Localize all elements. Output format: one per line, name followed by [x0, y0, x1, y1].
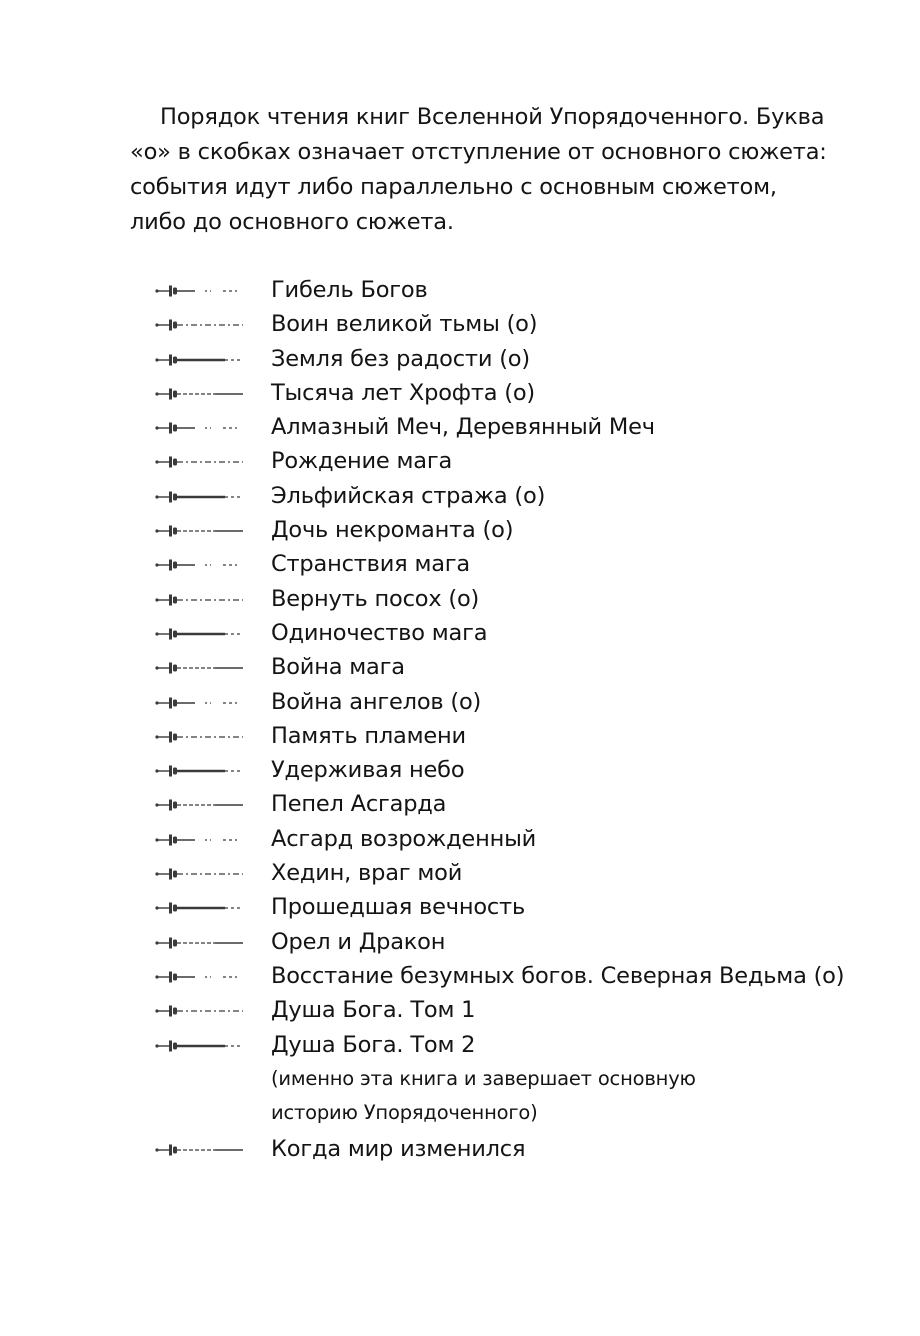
intro-text: Порядок чтения книг Вселенной Упорядоченного. Буква «о» в скобках означает отступление от основного сюжета: события идут либо параллельно с основным сюжетом, либо до основного сюжета.: [130, 104, 827, 235]
list-item: [0, 582, 920, 616]
sword-icon: [155, 936, 247, 950]
sword-icon: [155, 627, 247, 641]
book-title: Вернуть посох (о): [271, 585, 480, 612]
book-title: Одиночество мага: [271, 619, 488, 646]
list-item: [0, 856, 920, 890]
list-item: [0, 342, 920, 376]
book-title: Алмазный Меч, Деревянный Меч: [271, 414, 655, 441]
list-item: [0, 547, 920, 581]
book-note: [0, 1062, 920, 1132]
reading-order-list: [0, 273, 920, 1166]
book-title: Душа Бога. Том 1: [271, 997, 476, 1024]
book-title: Асгард возрожденный: [271, 825, 537, 852]
book-title: Земля без радости (о): [271, 345, 530, 372]
list-item: [0, 890, 920, 924]
book-title: Дочь некроманта (о): [271, 517, 514, 544]
sword-icon: [155, 455, 247, 469]
list-item: [0, 616, 920, 650]
sword-icon: [155, 867, 247, 881]
book-title: Удерживая небо: [271, 757, 465, 784]
sword-icon: [155, 661, 247, 675]
sword-icon: [155, 593, 247, 607]
list-item: [0, 307, 920, 341]
sword-icon: [155, 353, 247, 367]
book-title: Рождение мага: [271, 448, 453, 475]
list-item: [0, 1132, 920, 1166]
sword-icon: [155, 696, 247, 710]
sword-icon: [155, 764, 247, 778]
book-title: Восстание безумных богов. Северная Ведьма (о): [271, 962, 845, 989]
list-item: [0, 787, 920, 821]
list-item: [0, 410, 920, 444]
list-item: [0, 753, 920, 787]
book-title: Война ангелов (о): [271, 688, 482, 715]
book-title: Война мага: [271, 654, 405, 681]
book-title: Душа Бога. Том 2: [271, 1031, 476, 1058]
list-item: [0, 444, 920, 478]
sword-icon: [155, 970, 247, 984]
book-title: Тысяча лет Хрофта (о): [271, 379, 535, 406]
list-item: [0, 650, 920, 684]
sword-icon: [155, 1143, 247, 1157]
book-title: Пепел Асгарда: [271, 791, 447, 818]
list-item: [0, 925, 920, 959]
list-item: [0, 513, 920, 547]
book-title: Хедин, враг мой: [271, 860, 463, 887]
book-title: Гибель Богов: [271, 277, 428, 303]
list-item: [0, 273, 920, 307]
sword-icon: [155, 318, 247, 332]
sword-icon: [155, 730, 247, 744]
sword-icon: [155, 1004, 247, 1018]
sword-icon: [155, 833, 247, 847]
list-item: [0, 993, 920, 1027]
list-item: [0, 719, 920, 753]
sword-icon: [155, 901, 247, 915]
book-title: Эльфийская стража (о): [271, 482, 546, 509]
list-item: [0, 376, 920, 410]
sword-icon: [155, 524, 247, 538]
list-item: [0, 479, 920, 513]
list-item: [0, 822, 920, 856]
book-title: Память пламени: [271, 722, 466, 749]
sword-icon: [155, 798, 247, 812]
book-title: Орел и Дракон: [271, 928, 446, 955]
sword-icon: [155, 1039, 247, 1053]
intro-paragraph: [130, 100, 830, 240]
list-item: [0, 685, 920, 719]
sword-icon: [155, 284, 247, 298]
book-title: Странствия мага: [271, 551, 471, 578]
sword-icon: [155, 421, 247, 435]
note-text: (именно эта книга и завершает основную историю Упорядоченного): [271, 1066, 696, 1124]
sword-icon: [155, 387, 247, 401]
sword-icon: [155, 490, 247, 504]
sword-icon: [155, 558, 247, 572]
book-title: Когда мир изменился: [271, 1135, 526, 1162]
list-item: [0, 1028, 920, 1062]
book-title: Прошедшая вечность: [271, 894, 526, 921]
list-item: [0, 959, 920, 993]
book-title: Воин великой тьмы (о): [271, 311, 538, 338]
